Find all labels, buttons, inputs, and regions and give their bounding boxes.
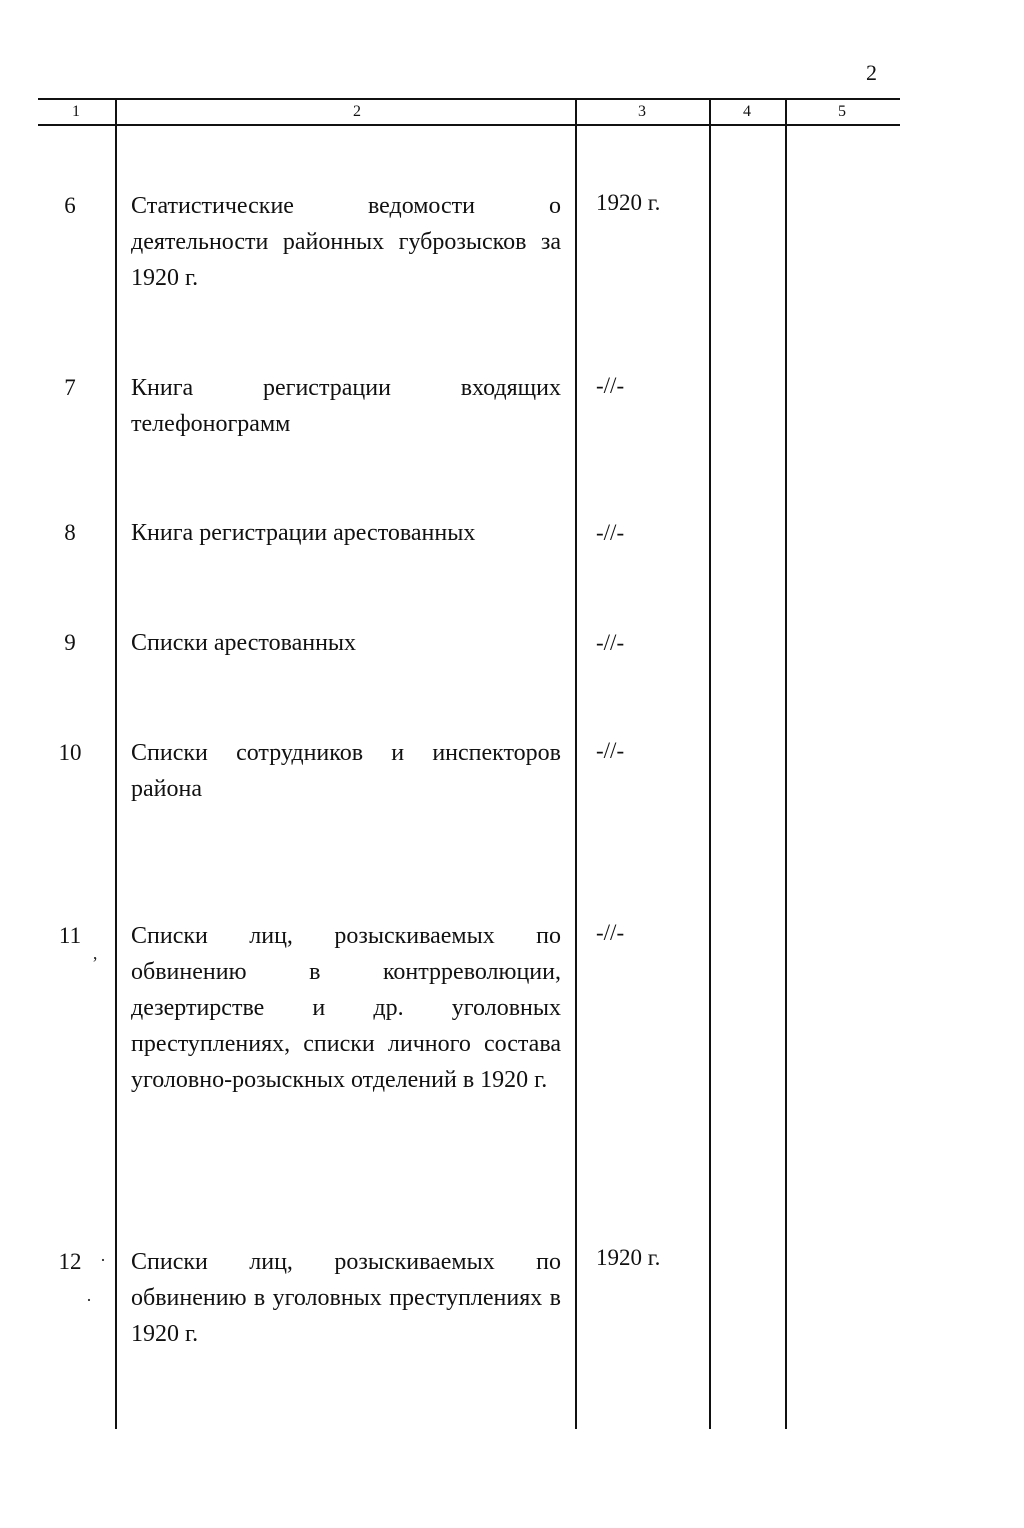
column-header-1: 1 [72,103,80,120]
header-bottom-rule [38,124,900,126]
column-header-3: 3 [638,103,646,120]
column-header-2: 2 [353,103,361,120]
row-description: Книга регистрации входящих телефонограмм [131,375,561,437]
scan-speck: · [86,1290,92,1310]
row-date: -//- [596,630,625,655]
row-number: 7 [64,375,76,400]
column-divider-3 [709,99,711,1429]
row-date: 1920 г. [596,1245,661,1270]
column-header-4: 4 [743,103,751,120]
row-number: 11 [58,923,82,948]
row-date: -//- [596,373,625,398]
row-description: Статистические ведомости о деятельности районных губрозысков за 1920 г. [131,193,561,291]
row-date: -//- [596,738,625,763]
page-number: 2 [866,60,877,85]
row-number: 12 [58,1249,82,1274]
row-description: Списки арестованных [131,630,357,656]
row-description: Списки лиц, розыскиваемых по обвинению в уголовных преступлениях в 1920 г. [131,1249,561,1347]
row-description: Списки лиц, розыскиваемых по обвинению в контрреволюции, дезертирстве и др. уголовных преступлениях, списки личного состава уголовно-розыскных отделений в 1920 г. [131,923,561,1093]
row-number: 9 [64,630,76,655]
row-date: -//- [596,920,625,945]
header-top-rule [38,98,900,100]
row-number: 6 [64,193,76,218]
row-date: 1920 г. [596,190,661,215]
row-number: 8 [64,520,76,545]
column-divider-1 [115,99,117,1429]
row-number: 10 [58,740,82,765]
scan-speck: ʼ [92,953,98,973]
row-date: -//- [596,520,625,545]
row-description: Книга регистрации арестованных [131,520,476,546]
scan-speck: · [100,1250,106,1270]
column-header-5: 5 [838,103,846,120]
row-description: Списки сотрудников и инспекторов района [131,740,561,802]
column-divider-4 [785,99,787,1429]
column-divider-2 [575,99,577,1429]
